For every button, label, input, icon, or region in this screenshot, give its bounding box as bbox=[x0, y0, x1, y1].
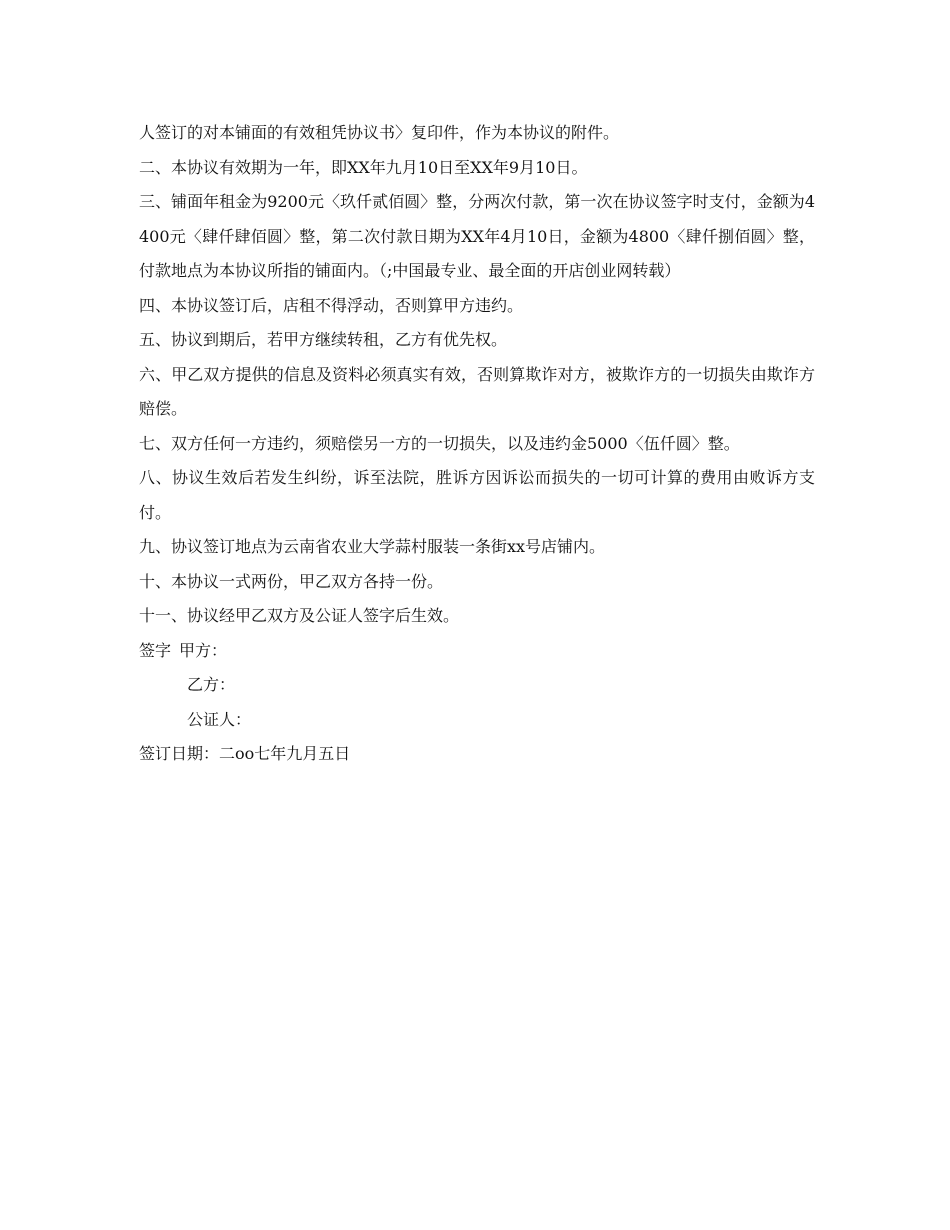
clause-9-location: 九、协议签订地点为云南省农业大学蒜村服装一条街xx号店铺内。 bbox=[139, 537, 606, 556]
party-b-label: 乙方： bbox=[187, 675, 236, 694]
clause-7-breach: 七、双方任何一方违约，须赔偿另一方的一切损失，以及违约金5000〈伍仟圆〉整。 bbox=[139, 433, 740, 453]
clause-6-truthfulness: 六、甲乙双方提供的信息及资料必须真实有效，否则算欺诈对方，被欺诈方的一切损失由欺诈方赔偿。 bbox=[139, 364, 815, 418]
clause-4-fixed-rent: 四、本协议签订后，店租不得浮动，否则算甲方违约。 bbox=[139, 295, 524, 315]
notary-label: 公证人： bbox=[187, 709, 252, 729]
party-a-label: 甲方： bbox=[179, 640, 228, 660]
clause-11-effective: 十一、协议经甲乙双方及公证人签字后生效。 bbox=[139, 606, 460, 625]
clause-8-dispute: 八、协议生效后若发生纠纷，诉至法院，胜诉方因诉讼而损失的一切可计算的费用由败诉方支付。 bbox=[139, 468, 815, 522]
clause-2-term: 二、本协议有效期为一年，即XX年九月10日至XX年9月10日。 bbox=[139, 157, 588, 177]
clause-3-rent: 三、铺面年租金为9200元〈玖仟贰佰圆〉整，分两次付款，第一次在协议签字时支付，金额为4400元〈肆仟肆佰圆〉整，第二次付款日期为XX年4月10日，金额为4800〈肆仟捌佰圆〉整，付款地点为本协议所指的铺面内。（;中国最专业、最全面的开店创业网转载） bbox=[139, 192, 815, 280]
signing-date: 签订日期：二oo七年九月五日 bbox=[139, 744, 351, 763]
clause-5-priority: 五、协议到期后，若甲方继续转租，乙方有优先权。 bbox=[139, 330, 508, 349]
signature-row-party-a bbox=[139, 634, 815, 669]
clause-10-copies: 十、本协议一式两份，甲乙双方各持一份。 bbox=[139, 571, 444, 591]
signature-label: 签字 bbox=[139, 640, 172, 660]
paragraph-attachment-continuation: 人签订的对本铺面的有效租凭协议书〉复印件，作为本协议的附件。 bbox=[139, 123, 620, 142]
document-body bbox=[139, 116, 815, 772]
